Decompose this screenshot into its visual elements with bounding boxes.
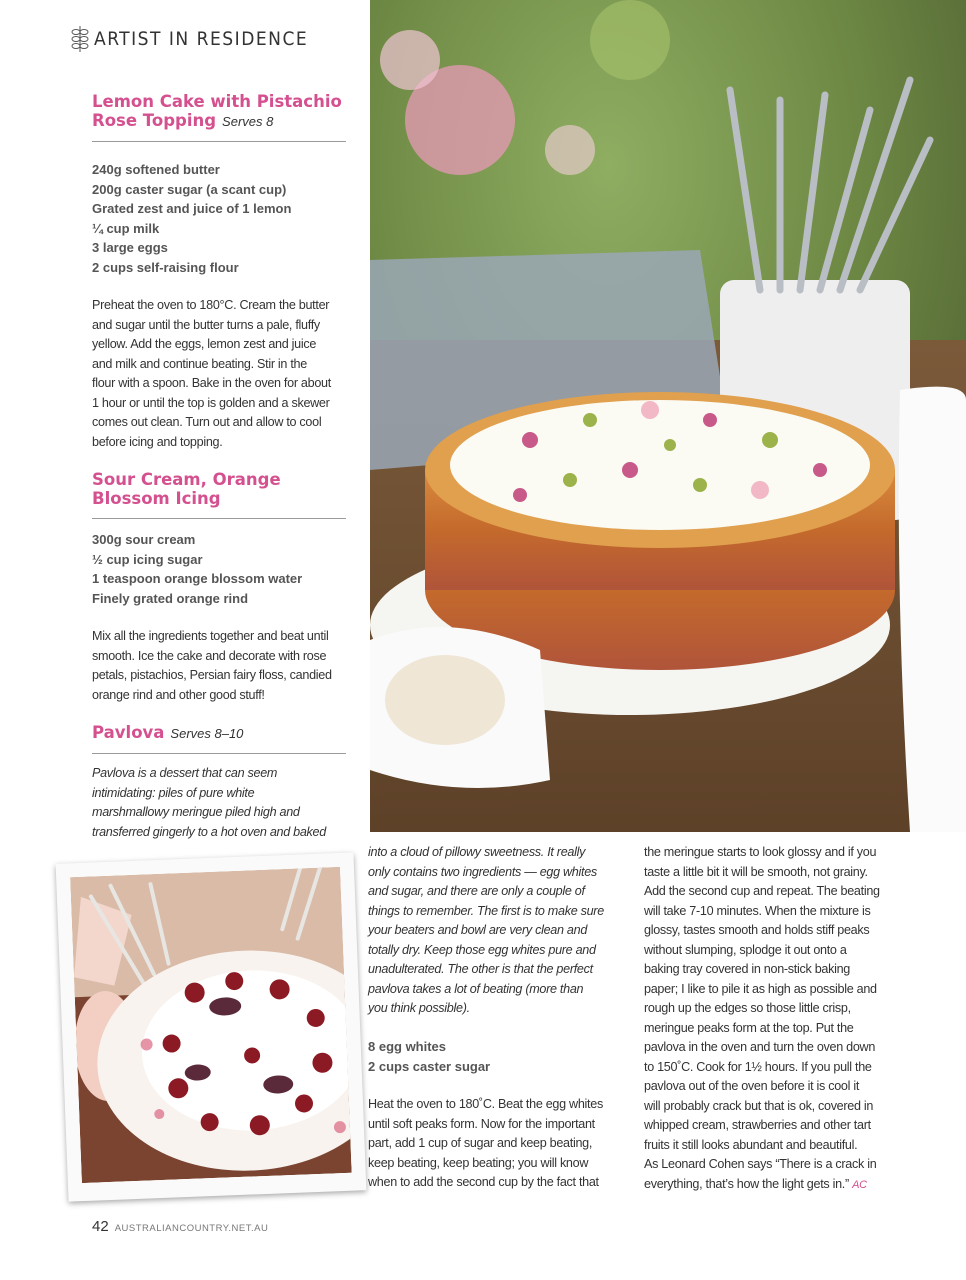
pavlova-illustration (70, 867, 352, 1183)
recipe-title-text: Pavlova (92, 723, 165, 742)
section-header (70, 24, 308, 54)
ingredient: 200g caster sugar (a scant cup) (92, 181, 287, 197)
intro-line: only contains two ingredients — egg whites (368, 864, 597, 879)
recipe-title-line2-text: Rose Topping (92, 111, 217, 130)
intro-line: pavlova takes a lot of beating (more than (368, 981, 584, 996)
method-line: petals, pistachios, Persian fairy floss, candied (92, 668, 332, 682)
cake-illustration (370, 0, 966, 832)
method-text (92, 296, 354, 452)
ingredient: 2 cups caster sugar (368, 1058, 491, 1074)
method-line: without slumping, splodge it out onto a (644, 942, 847, 957)
intro-line: your beaters and bowl are very clean and (368, 923, 588, 937)
signoff-mark: AC (852, 1178, 867, 1191)
recipe-title-line2: Blossom Icing (92, 489, 221, 508)
ingredient: Grated zest and juice of 1 lemon (92, 201, 292, 216)
page-number: 42 (92, 1218, 109, 1235)
divider (92, 753, 346, 754)
intro-line: things to remember. The first is to make sure (368, 903, 604, 918)
method-line: rough up the edges so those little crisp, (644, 1001, 851, 1015)
ingredient: Finely grated orange rind (92, 590, 249, 606)
method-line: paper; I like to pile it as high as possible and (644, 981, 877, 996)
method-line: until soft peaks form. Now for the important (368, 1116, 595, 1131)
intro-line: intimidating: piles of pure white (92, 785, 255, 800)
method-line: before icing and topping. (92, 434, 223, 449)
method-line-last (644, 1175, 924, 1196)
serves-label: Serves 8 (222, 114, 274, 129)
method-line: flour with a spoon. Bake in the oven for about (92, 376, 331, 390)
serves-label: Serves 8–10 (170, 726, 244, 741)
recipe-title-line1: Lemon Cake with Pistachio (92, 92, 342, 111)
method-text-continued (644, 843, 924, 1195)
method-line: part, add 1 cup of sugar and keep beating, (368, 1136, 593, 1150)
method-line: 1 hour or until the top is golden and a skewer (92, 395, 330, 410)
method-line: Mix all the ingredients together and beat until (92, 629, 329, 643)
method-line: comes out clean. Turn out and allow to cool (92, 415, 322, 429)
method-line: will take 7-10 minutes. When the mixture is (644, 903, 871, 918)
method-line: orange rind and other good stuff! (92, 687, 265, 702)
ingredient: ½ cup icing sugar (92, 551, 203, 567)
method-line: the meringue starts to look glossy and if you (644, 845, 877, 859)
method-line: Preheat the oven to 180°C. Cream the butter (92, 298, 330, 312)
method-line: and sugar until the butter turns a pale, fluffy (92, 317, 320, 332)
method-line: keep beating, keep beating; you will know (368, 1155, 589, 1170)
intro-line: unadulterated. The other is that the perfect (368, 962, 593, 976)
method-line: fruits it still looks abundant and beautiful. (644, 1137, 858, 1152)
pavlova-photo-frame (56, 852, 367, 1201)
method-line: glossy, tastes smooth and holds stiff peaks (644, 923, 870, 937)
method-line: yellow. Add the eggs, lemon zest and juice (92, 337, 317, 351)
leaf-icon (70, 24, 90, 54)
recipe-title-line1: Sour Cream, Orange (92, 470, 281, 489)
method-line: Heat the oven to 180˚C. Beat the egg whites (368, 1097, 603, 1111)
method-line: smooth. Ice the cake and decorate with rose (92, 648, 327, 663)
method-line: whipped cream, strawberries and other tart (644, 1118, 871, 1132)
ingredient: 3 large eggs (92, 240, 168, 255)
method-line: to 150˚C. Cook for 1½ hours. If you pull the (644, 1059, 872, 1074)
ingredient: 2 cups self-raising flour (92, 259, 239, 275)
intro-line: totally dry. Keep those egg whites pure and (368, 942, 596, 957)
intro-line: transferred gingerly to a hot oven and baked (92, 824, 326, 839)
ingredient: 300g sour cream (92, 532, 196, 547)
ingredient: 1 teaspoon orange blossom water (92, 571, 303, 586)
method-text (92, 627, 354, 705)
method-line: baking tray covered in non-stick baking (644, 962, 851, 976)
method-line: pavlova in the oven and turn the oven down (644, 1040, 876, 1054)
intro-line: and sugar, and there are only a couple of (368, 884, 585, 898)
divider (92, 141, 346, 142)
method-line: As Leonard Cohen says “There is a crack in (644, 1157, 877, 1171)
page-footer (92, 1218, 268, 1235)
ingredient-list (92, 160, 291, 277)
intro-text-continued (368, 843, 638, 1019)
method-line: pavlova out of the oven before it is cool it (644, 1079, 860, 1093)
method-text (368, 1095, 640, 1193)
pavlova-photo (70, 867, 352, 1183)
website-url: AUSTRALIANCOUNTRY.NET.AU (114, 1223, 269, 1234)
recipe-title-icing (92, 470, 346, 508)
ingredient-list (368, 1037, 490, 1076)
intro-line: marshmallowy meringue piled high and (92, 805, 300, 819)
ingredient: ¼ cup milk (92, 220, 160, 236)
recipe-title-line2 (92, 111, 346, 131)
method-line: Add the second cup and repeat. The beating (644, 884, 880, 898)
divider (92, 518, 346, 519)
section-title: ARTIST IN RESIDENCE (94, 28, 309, 50)
recipe-title-lemon-cake (92, 92, 346, 131)
method-line: will probably crack but that is ok, covered in (644, 1098, 874, 1113)
method-line: when to add the second cup by the fact that (368, 1175, 599, 1189)
intro-text (92, 764, 362, 842)
ingredient: 240g softened butter (92, 162, 220, 177)
method-line: and milk and continue beating. Stir in the (92, 356, 307, 371)
method-line-last-text: everything, that’s how the light gets in.” (644, 1176, 849, 1191)
intro-line: into a cloud of pillowy sweetness. It really (368, 845, 586, 859)
recipe-title-line1 (92, 723, 346, 743)
method-line: taste a little bit it will be smooth, not grainy. (644, 864, 868, 879)
recipe-title-pavlova (92, 723, 346, 743)
ingredient-list (92, 530, 302, 608)
intro-line: you think possible). (368, 1001, 470, 1015)
ingredient: 8 egg whites (368, 1039, 447, 1054)
method-line: meringue peaks form at the top. Put the (644, 1020, 854, 1035)
cake-photo (370, 0, 966, 832)
intro-line: Pavlova is a dessert that can seem (92, 766, 278, 780)
